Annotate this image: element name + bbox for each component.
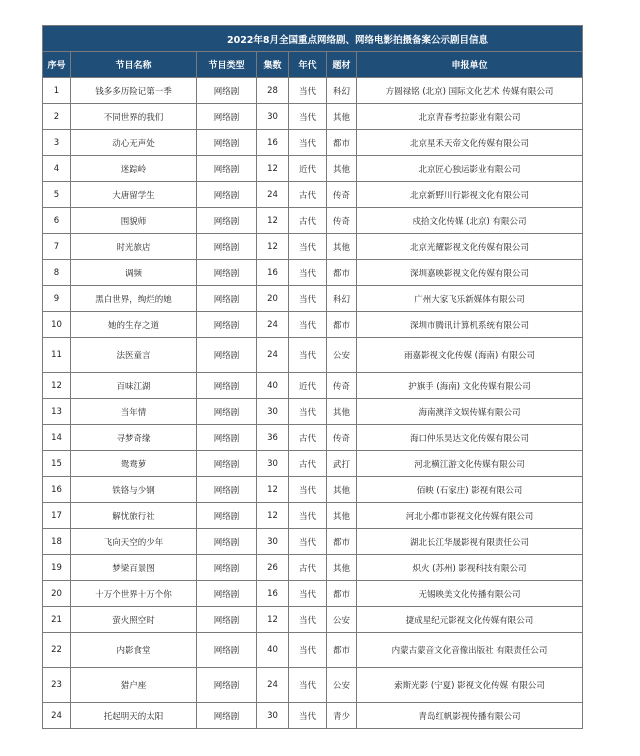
header-name: 节目名称 [71, 52, 197, 78]
cell-genre: 其他 [327, 555, 357, 581]
cell-genre: 其他 [327, 477, 357, 503]
cell-type: 网络剧 [197, 503, 257, 529]
cell-no: 17 [43, 503, 71, 529]
cell-type: 网络剧 [197, 607, 257, 633]
cell-no: 10 [43, 312, 71, 338]
cell-genre: 都市 [327, 529, 357, 555]
cell-genre: 青少 [327, 703, 357, 729]
cell-no: 3 [43, 130, 71, 156]
cell-type: 网络剧 [197, 208, 257, 234]
cell-name: 猎户座 [71, 668, 197, 703]
cell-name: 她的生存之道 [71, 312, 197, 338]
cell-episodes: 30 [257, 529, 289, 555]
cell-no: 21 [43, 607, 71, 633]
cell-genre: 都市 [327, 633, 357, 668]
cell-no: 23 [43, 668, 71, 703]
cell-name: 大唐留学生 [71, 182, 197, 208]
cell-era: 当代 [289, 668, 327, 703]
cell-genre: 都市 [327, 260, 357, 286]
cell-unit: 炽火 (苏州) 影视科技有限公司 [357, 555, 583, 581]
cell-name: 寻梦奇缘 [71, 425, 197, 451]
cell-type: 网络剧 [197, 529, 257, 555]
cell-no: 18 [43, 529, 71, 555]
cell-no: 16 [43, 477, 71, 503]
cell-no: 22 [43, 633, 71, 668]
cell-unit: 广州大家飞乐新媒体有限公司 [357, 286, 583, 312]
cell-name: 迷踪岭 [71, 156, 197, 182]
table-row [43, 451, 583, 477]
cell-era: 当代 [289, 312, 327, 338]
registration-table [42, 25, 583, 729]
table-row [43, 156, 583, 182]
cell-era: 古代 [289, 425, 327, 451]
cell-era: 当代 [289, 703, 327, 729]
cell-era: 古代 [289, 208, 327, 234]
cell-name: 时光旅店 [71, 234, 197, 260]
cell-name: 内影食堂 [71, 633, 197, 668]
cell-no: 8 [43, 260, 71, 286]
cell-no: 1 [43, 78, 71, 104]
cell-no: 9 [43, 286, 71, 312]
cell-genre: 其他 [327, 399, 357, 425]
cell-episodes: 24 [257, 668, 289, 703]
table-row [43, 373, 583, 399]
cell-no: 19 [43, 555, 71, 581]
cell-unit: 北京新野川行影视文化有限公司 [357, 182, 583, 208]
cell-type: 网络剧 [197, 78, 257, 104]
table-row [43, 338, 583, 373]
header-unit: 申报单位 [357, 52, 583, 78]
cell-episodes: 20 [257, 286, 289, 312]
cell-genre: 传奇 [327, 373, 357, 399]
cell-era: 当代 [289, 399, 327, 425]
cell-genre: 都市 [327, 581, 357, 607]
cell-era: 近代 [289, 156, 327, 182]
cell-unit: 海南澳洋文娱传媒有限公司 [357, 399, 583, 425]
cell-unit: 戍拾文化传媒 (北京) 有限公司 [357, 208, 583, 234]
table-row [43, 208, 583, 234]
cell-episodes: 16 [257, 260, 289, 286]
cell-no: 7 [43, 234, 71, 260]
cell-no: 6 [43, 208, 71, 234]
cell-episodes: 12 [257, 477, 289, 503]
cell-episodes: 36 [257, 425, 289, 451]
cell-no: 14 [43, 425, 71, 451]
cell-genre: 传奇 [327, 425, 357, 451]
cell-episodes: 12 [257, 607, 289, 633]
table-row [43, 633, 583, 668]
cell-genre: 传奇 [327, 208, 357, 234]
table-row [43, 312, 583, 338]
cell-genre: 科幻 [327, 78, 357, 104]
cell-unit: 北京匠心独运影业有限公司 [357, 156, 583, 182]
cell-name: 当年情 [71, 399, 197, 425]
cell-genre: 公安 [327, 668, 357, 703]
table-body [43, 78, 583, 729]
cell-name: 萤火照空时 [71, 607, 197, 633]
cell-genre: 公安 [327, 607, 357, 633]
cell-type: 网络剧 [197, 234, 257, 260]
table-row [43, 260, 583, 286]
cell-name: 钱多多历险记第一季 [71, 78, 197, 104]
cell-type: 网络剧 [197, 286, 257, 312]
cell-unit: 北京青春考拉影业有限公司 [357, 104, 583, 130]
cell-no: 12 [43, 373, 71, 399]
cell-unit: 深圳嘉映影视文化传媒有限公司 [357, 260, 583, 286]
cell-episodes: 12 [257, 503, 289, 529]
cell-name: 调频 [71, 260, 197, 286]
cell-episodes: 24 [257, 312, 289, 338]
cell-episodes: 12 [257, 156, 289, 182]
cell-unit: 护旗手 (海南) 文化传媒有限公司 [357, 373, 583, 399]
cell-unit: 北京光耀影视文化传媒有限公司 [357, 234, 583, 260]
table-row [43, 607, 583, 633]
cell-episodes: 12 [257, 208, 289, 234]
cell-era: 当代 [289, 503, 327, 529]
cell-type: 网络剧 [197, 451, 257, 477]
title-row [43, 26, 583, 52]
table-row [43, 182, 583, 208]
cell-episodes: 30 [257, 451, 289, 477]
cell-name: 铁铬与少钢 [71, 477, 197, 503]
cell-no: 13 [43, 399, 71, 425]
cell-no: 4 [43, 156, 71, 182]
cell-unit: 雨嘉影视文化传媒 (海南) 有限公司 [357, 338, 583, 373]
cell-type: 网络剧 [197, 373, 257, 399]
cell-era: 当代 [289, 477, 327, 503]
table-row [43, 503, 583, 529]
cell-type: 网络剧 [197, 425, 257, 451]
cell-name: 鸳鸯萝 [71, 451, 197, 477]
cell-era: 古代 [289, 451, 327, 477]
cell-unit: 方圆禄铭 (北京) 国际文化艺术 传媒有限公司 [357, 78, 583, 104]
cell-no: 5 [43, 182, 71, 208]
cell-name: 解忧旅行社 [71, 503, 197, 529]
cell-name: 托起明天的太阳 [71, 703, 197, 729]
cell-episodes: 30 [257, 399, 289, 425]
cell-era: 当代 [289, 234, 327, 260]
cell-genre: 其他 [327, 503, 357, 529]
table-row [43, 477, 583, 503]
cell-unit: 索斯光影 (宁夏) 影视文化传媒 有限公司 [357, 668, 583, 703]
cell-no: 11 [43, 338, 71, 373]
cell-type: 网络剧 [197, 477, 257, 503]
cell-era: 当代 [289, 581, 327, 607]
cell-genre: 其他 [327, 156, 357, 182]
cell-unit: 内蒙古蒙音文化音像出版社 有限责任公司 [357, 633, 583, 668]
table-title: 2022年8月全国重点网络剧、网络电影拍摄备案公示剧目信息 [43, 26, 583, 52]
table-row [43, 581, 583, 607]
table-row [43, 529, 583, 555]
cell-episodes: 28 [257, 78, 289, 104]
cell-type: 网络剧 [197, 555, 257, 581]
cell-type: 网络剧 [197, 182, 257, 208]
cell-era: 当代 [289, 529, 327, 555]
header-row [43, 52, 583, 78]
cell-type: 网络剧 [197, 703, 257, 729]
cell-unit: 佰映 (石家庄) 影视有限公司 [357, 477, 583, 503]
cell-name: 黑白世界，绚烂的她 [71, 286, 197, 312]
cell-episodes: 16 [257, 130, 289, 156]
cell-episodes: 30 [257, 104, 289, 130]
cell-era: 当代 [289, 286, 327, 312]
cell-type: 网络剧 [197, 156, 257, 182]
cell-unit: 北京星禾天帝文化传媒有限公司 [357, 130, 583, 156]
cell-unit: 湖北长江华晟影视有限责任公司 [357, 529, 583, 555]
cell-type: 网络剧 [197, 260, 257, 286]
cell-type: 网络剧 [197, 130, 257, 156]
cell-no: 24 [43, 703, 71, 729]
table-row [43, 286, 583, 312]
cell-episodes: 26 [257, 555, 289, 581]
cell-no: 15 [43, 451, 71, 477]
cell-type: 网络剧 [197, 312, 257, 338]
cell-no: 2 [43, 104, 71, 130]
cell-era: 当代 [289, 633, 327, 668]
table-row [43, 425, 583, 451]
cell-name: 不同世界的我们 [71, 104, 197, 130]
cell-episodes: 16 [257, 581, 289, 607]
cell-unit: 河北横江游文化传媒有限公司 [357, 451, 583, 477]
table-row [43, 399, 583, 425]
table-row [43, 703, 583, 729]
cell-genre: 传奇 [327, 182, 357, 208]
table-row [43, 78, 583, 104]
cell-type: 网络剧 [197, 338, 257, 373]
cell-unit: 捷成星纪元影视文化传媒有限公司 [357, 607, 583, 633]
cell-unit: 河北小都市影视文化传媒有限公司 [357, 503, 583, 529]
cell-era: 当代 [289, 607, 327, 633]
cell-type: 网络剧 [197, 633, 257, 668]
cell-genre: 武打 [327, 451, 357, 477]
cell-era: 当代 [289, 104, 327, 130]
cell-no: 20 [43, 581, 71, 607]
cell-genre: 其他 [327, 104, 357, 130]
cell-genre: 都市 [327, 130, 357, 156]
cell-era: 古代 [289, 182, 327, 208]
cell-episodes: 40 [257, 633, 289, 668]
cell-era: 古代 [289, 555, 327, 581]
table-row [43, 668, 583, 703]
cell-episodes: 24 [257, 338, 289, 373]
cell-type: 网络剧 [197, 581, 257, 607]
cell-name: 飞向天空的少年 [71, 529, 197, 555]
cell-era: 当代 [289, 130, 327, 156]
header-episodes: 集数 [257, 52, 289, 78]
cell-era: 当代 [289, 260, 327, 286]
cell-genre: 其他 [327, 234, 357, 260]
cell-name: 百味江湖 [71, 373, 197, 399]
table-row [43, 130, 583, 156]
header-no: 序号 [43, 52, 71, 78]
cell-name: 法医童言 [71, 338, 197, 373]
table-row [43, 104, 583, 130]
cell-episodes: 12 [257, 234, 289, 260]
cell-genre: 都市 [327, 312, 357, 338]
cell-type: 网络剧 [197, 399, 257, 425]
header-genre: 题材 [327, 52, 357, 78]
cell-type: 网络剧 [197, 668, 257, 703]
cell-unit: 青岛红帆影视传播有限公司 [357, 703, 583, 729]
cell-unit: 深圳市腾讯计算机系统有限公司 [357, 312, 583, 338]
cell-name: 动心无声处 [71, 130, 197, 156]
header-era: 年代 [289, 52, 327, 78]
cell-episodes: 40 [257, 373, 289, 399]
cell-era: 当代 [289, 338, 327, 373]
cell-name: 十万个世界十万个你 [71, 581, 197, 607]
cell-genre: 科幻 [327, 286, 357, 312]
cell-name: 梦梁百景图 [71, 555, 197, 581]
cell-era: 当代 [289, 78, 327, 104]
cell-type: 网络剧 [197, 104, 257, 130]
cell-episodes: 30 [257, 703, 289, 729]
table-row [43, 555, 583, 581]
header-type: 节目类型 [197, 52, 257, 78]
cell-episodes: 24 [257, 182, 289, 208]
cell-genre: 公安 [327, 338, 357, 373]
cell-era: 近代 [289, 373, 327, 399]
cell-name: 围貌师 [71, 208, 197, 234]
cell-unit: 海口仲乐昊达文化传媒有限公司 [357, 425, 583, 451]
cell-unit: 无锡映美文化传播有限公司 [357, 581, 583, 607]
table-row [43, 234, 583, 260]
